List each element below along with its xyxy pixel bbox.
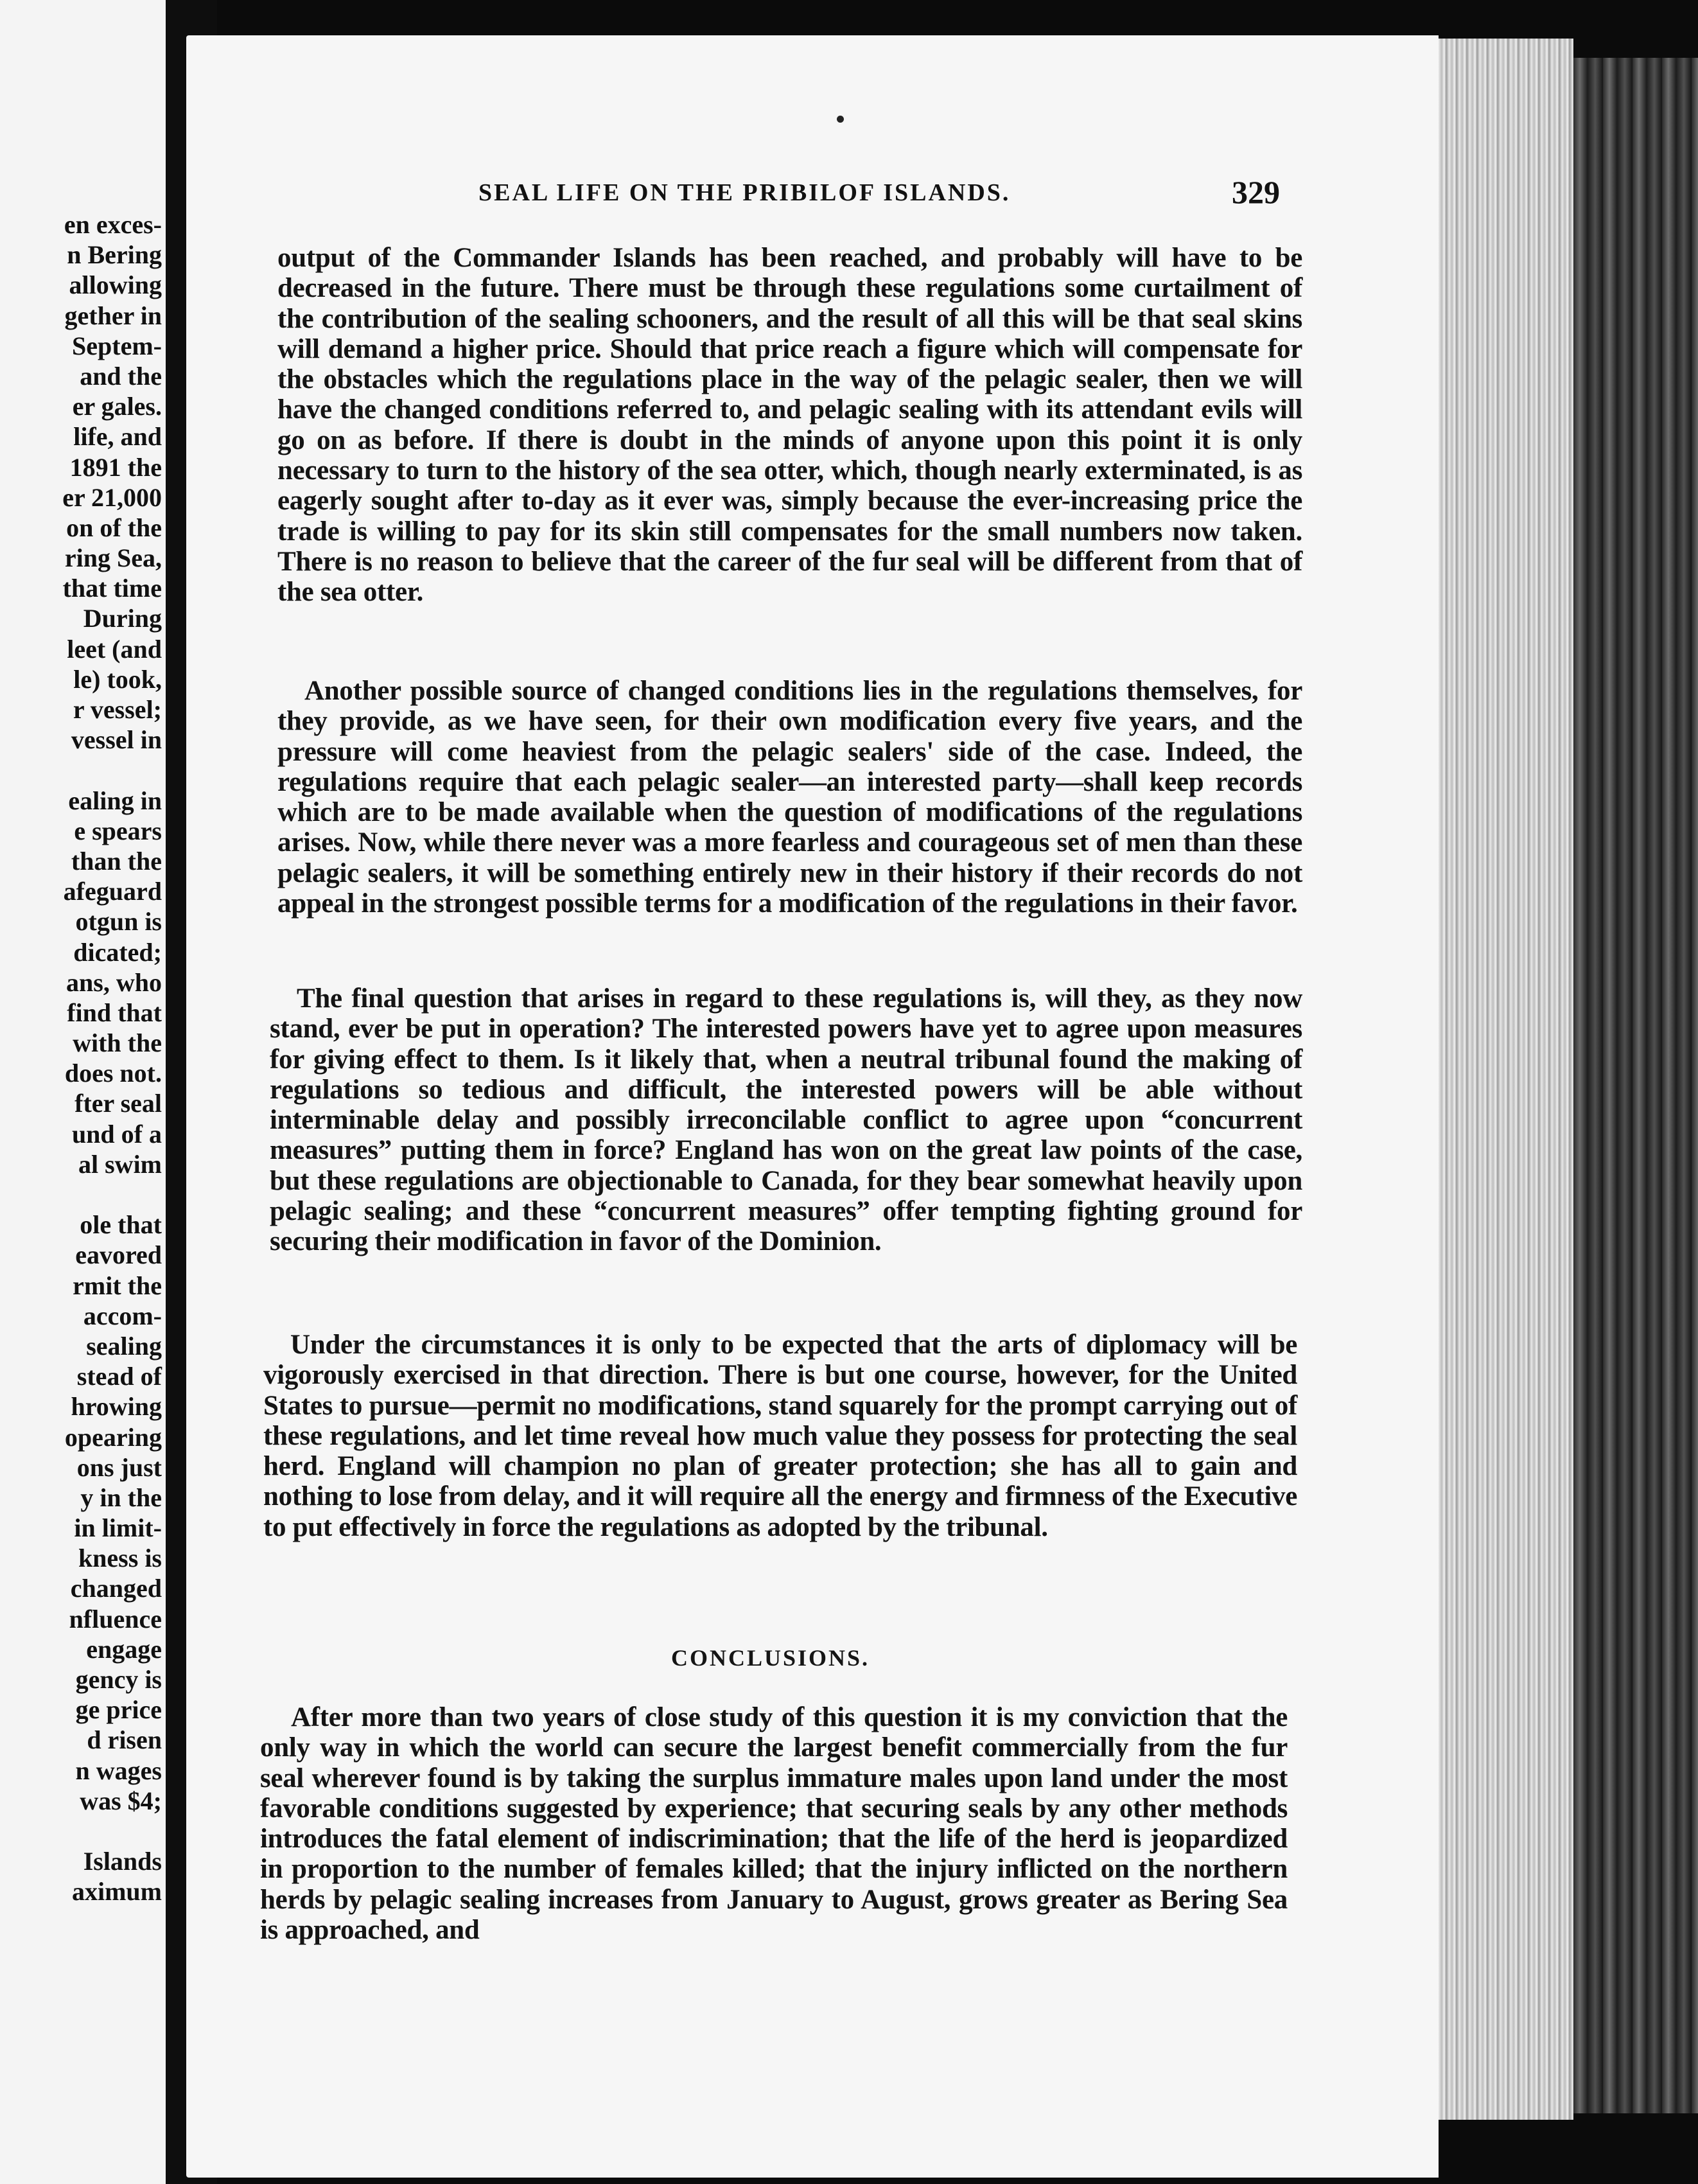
facing-page-line: was $4; <box>80 1786 162 1815</box>
facing-page-line: en exces- <box>64 210 162 239</box>
facing-page-line: und of a <box>71 1119 162 1149</box>
facing-page-line: r vessel; <box>73 695 162 724</box>
facing-page-line: that time <box>62 574 162 603</box>
facing-page-line: Islands <box>83 1847 162 1876</box>
facing-page-line: dicated; <box>73 937 162 967</box>
facing-page-line: leet (and <box>67 634 162 664</box>
facing-page-line: engage <box>86 1634 162 1664</box>
facing-page-line: allowing <box>69 270 162 300</box>
facing-page-line: otgun is <box>75 907 162 937</box>
book-block <box>1573 58 1698 2113</box>
facing-page-line: kness is <box>78 1544 162 1573</box>
page-edges <box>1439 39 1573 2120</box>
facing-page-line: ans, who <box>66 967 162 997</box>
facing-page-text <box>62 209 162 1907</box>
facing-page-line: er gales. <box>72 392 162 421</box>
ink-dot <box>837 116 844 123</box>
facing-page-line: hrowing <box>71 1392 162 1422</box>
facing-page-line: on of the <box>66 513 162 542</box>
facing-page-line <box>62 1179 162 1210</box>
facing-page-line: le) took, <box>73 664 162 694</box>
facing-page-line: e spears <box>74 816 162 845</box>
facing-page-line: in limit- <box>74 1513 162 1543</box>
facing-page-line: find that <box>67 998 162 1027</box>
facing-page-line: n wages <box>75 1756 162 1785</box>
facing-page-line: ons just <box>76 1452 162 1482</box>
facing-page-line: aximum <box>72 1877 162 1907</box>
facing-page-line: gency is <box>75 1665 162 1694</box>
body-paragraph: Under the circumstances it is only to be expected that the arts of diplomacy will be vigorously exercised in that direction. There is but one course, however, for the United States to pursue—permit no modifications, stand squarely for the prompt carrying out of these regulations, and let time reveal how much value they possess for protecting the seal herd. England will champion no plan of greater protection; she has all to gain and nothing to lose from delay, and it will require all the energy and firmness of the Executive to put effectively in force the regulations as adopted by the tribunal. <box>263 1330 1297 1542</box>
facing-page-line: stead of <box>76 1362 162 1391</box>
facing-page-line: 1891 the <box>69 452 162 482</box>
facing-page-line <box>62 755 162 785</box>
facing-page-line: al swim <box>78 1149 162 1179</box>
facing-page-line: d risen <box>87 1725 162 1755</box>
facing-page <box>0 0 166 2184</box>
section-heading: CONCLUSIONS. <box>671 1645 870 1671</box>
facing-page-line: changed <box>70 1574 162 1603</box>
facing-page-line: n Bering <box>67 240 162 270</box>
facing-page-line: afeguard <box>63 877 162 906</box>
facing-page-line: ring Sea, <box>64 543 162 573</box>
facing-page-line: er 21,000 <box>62 482 162 512</box>
facing-page-line: rmit the <box>73 1271 162 1300</box>
facing-page-line: ole that <box>80 1210 162 1240</box>
facing-page-line: y in the <box>80 1483 162 1512</box>
facing-page-line: fter seal <box>74 1089 162 1118</box>
body-paragraph: The final question that arises in regard to these regulations is, will they, as they now stand, ever be put in operation? The interested powers have yet to agree upon measures for giving effect to them. Is it likely that, when a neutral tribunal found the making of regulations so tedious and difficult, the interested powers will be able without interminable delay and possibly irreconcilable conflict to agree upon “concurrent measures” putting them in force? England has won on the great law points of the case, but these regulations are objectionable to Canada, for they bear somewhat heavily upon pelagic sealing; and these “concurrent measures” offer tempting fighting ground for securing their modification in favor of the Dominion. <box>270 983 1302 1257</box>
facing-page-line: ge price <box>75 1695 162 1725</box>
facing-page-line: vessel in <box>71 725 162 755</box>
facing-page-line: opearing <box>64 1422 162 1452</box>
facing-page-line: than the <box>71 846 162 876</box>
facing-page-line: and the <box>80 361 162 391</box>
facing-page-line: Septem- <box>72 331 162 360</box>
body-paragraph: output of the Commander Islands has been reached, and probably will have to be decreased in the future. There must be through these regulations some curtailment of the contribution of the sealing schooners, and the result of all this will be that seal skins will demand a higher price. Should that price reach a figure which will compensate for the obstacles which the regulations place in the way of the pelagic sealer, then we will have the changed conditions referred to, and pelagic sealing with its attendant evils will go on as before. If there is doubt in the minds of anyone upon this point it is only necessary to turn to the history of the sea otter, which, though nearly exterminated, is as eagerly sought after to-day as it ever was, simply because the ever-increasing price the trade is willing to pay for its skin still compensates for the small numbers now taken. There is no reason to believe that the career of the fur seal will be different from that of the sea otter. <box>277 243 1302 608</box>
facing-page-line: does not. <box>64 1059 162 1088</box>
facing-page-line: life, and <box>73 422 162 452</box>
conclusion-paragraph: After more than two years of close study of this question it is my conviction that the only way in which the world can secure the largest benefit commercially from the fur seal wherever found is by taking the surplus immature males upon land under the most favorable conditions suggested by experience; that securing seals by any other methods introduces the fatal element of indiscrimination; that the life of the herd is jeopardized in proportion to the number of females killed; that the injury inflicted on the northern herds by pelagic sealing increases from January to August, grows greater as Bering Sea is approached, and <box>260 1702 1288 1946</box>
facing-page-line: eavored <box>75 1240 162 1270</box>
facing-page-line: with the <box>73 1028 162 1058</box>
facing-page-line: nfluence <box>69 1604 162 1634</box>
facing-page-line: accom- <box>83 1301 162 1330</box>
facing-page-line: ealing in <box>68 786 162 815</box>
page-number: 329 <box>1232 174 1280 210</box>
body-paragraph: Another possible source of changed conditions lies in the regulations themselves, for they provide, as we have seen, for their own modification every five years, and the pressure will come heaviest from the pelagic sealers' side of the case. Indeed, the regulations require that each pelagic sealer—an interested party—shall keep records which are to be made available when the question of modifications of the regulations arises. Now, while there never was a more fearless and courageous set of men than these pelagic sealers, it will be something entirely new in their history if their records do not appeal in the strongest possible terms for a modification of the regulations in their favor. <box>277 676 1302 919</box>
facing-page-line: gether in <box>64 301 162 330</box>
facing-page-line: sealing <box>86 1331 162 1361</box>
running-head: SEAL LIFE ON THE PRIBILOF ISLANDS. <box>478 179 1011 206</box>
facing-page-line: During <box>83 604 162 633</box>
facing-page-line <box>62 1816 162 1846</box>
